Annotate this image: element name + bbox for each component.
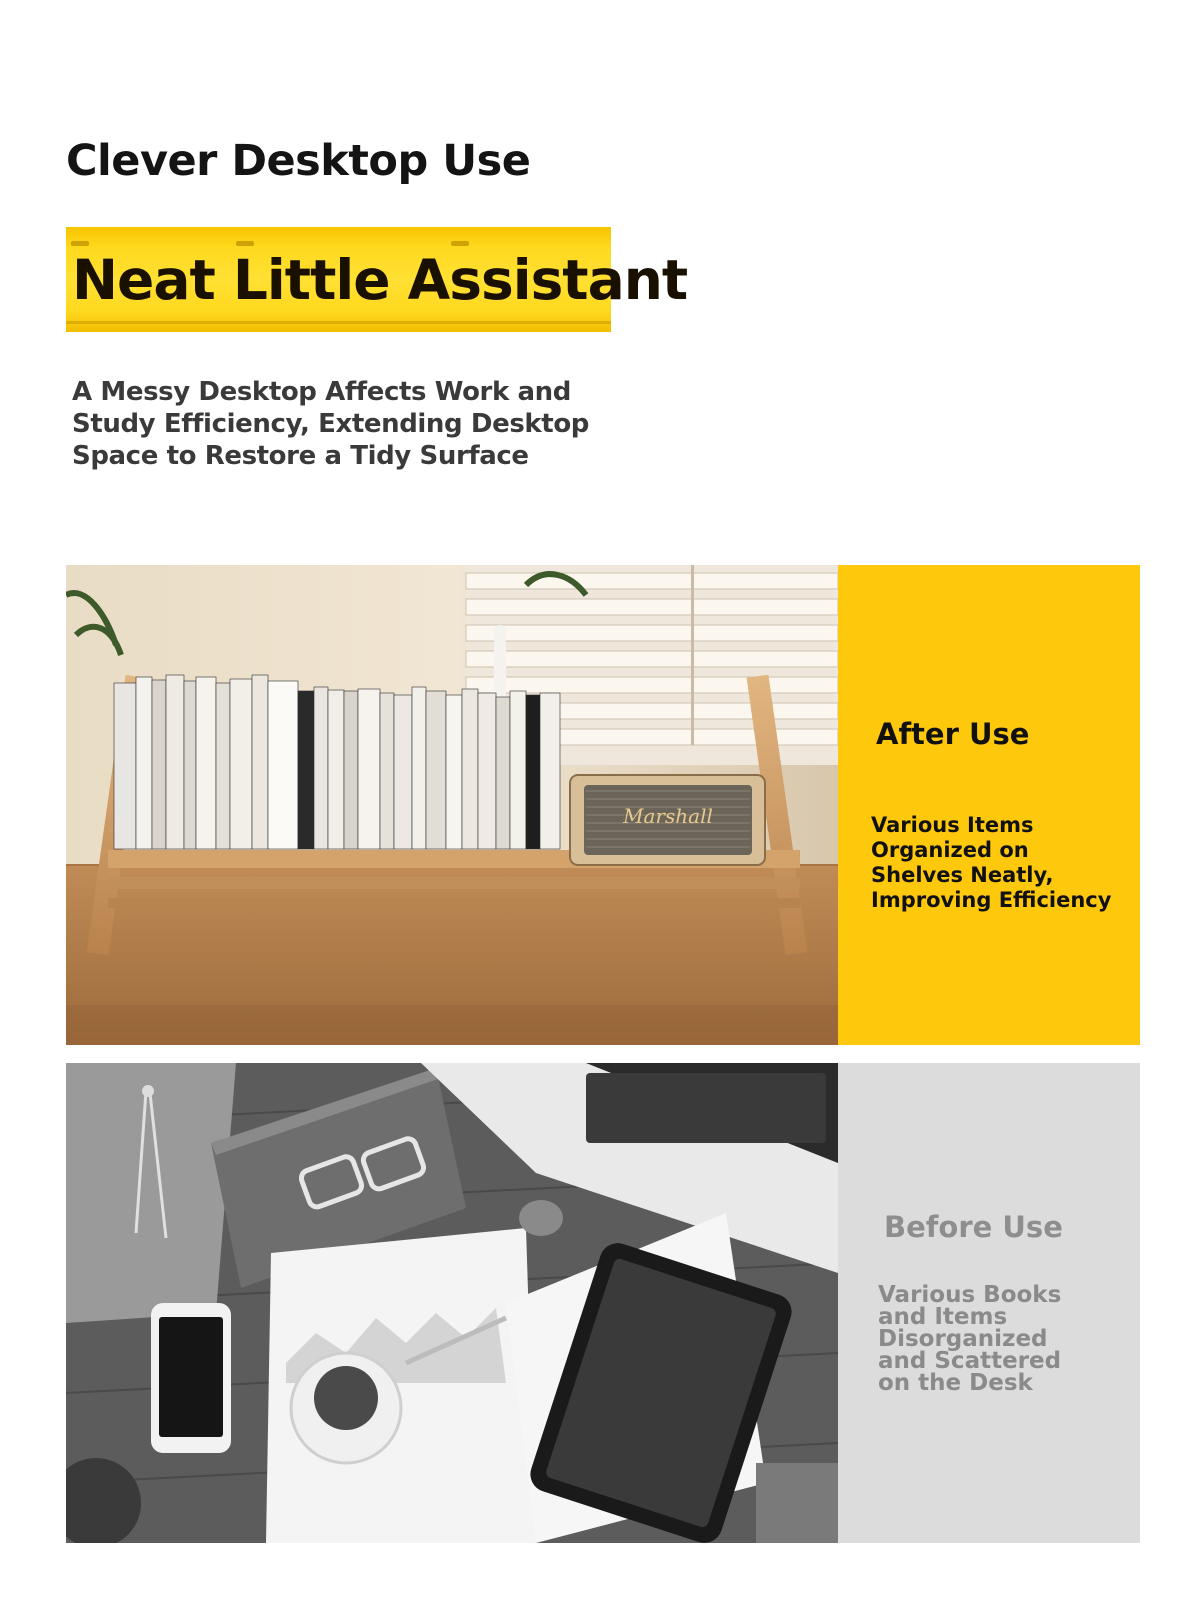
banner-pin [71, 241, 89, 246]
before-use-heading: Before Use [884, 1210, 1063, 1244]
before-use-photo [66, 1063, 838, 1543]
before-use-caption [838, 1063, 1140, 1543]
banner-pin [236, 241, 254, 246]
page-title: Clever Desktop Use [66, 136, 531, 186]
page-subtitle: A Messy Desktop Affects Work and Study Efficiency, Extending Desktop Space to Restore a Tidy Surface [72, 377, 589, 471]
before-use-description: Various Books and Items Disorganized and Scattered on the Desk [878, 1282, 1062, 1396]
title-banner [66, 227, 688, 332]
banner-edge [66, 321, 611, 324]
after-use-heading: After Use [876, 717, 1030, 751]
banner-pin [451, 241, 469, 246]
after-use-photo [66, 565, 838, 1045]
after-use-panel [66, 565, 1140, 1045]
speaker-logo: Marshall [623, 804, 713, 828]
before-use-panel [66, 1063, 1140, 1543]
after-use-caption [838, 565, 1140, 1045]
banner-title: Neat Little Assistant [72, 248, 688, 312]
after-use-description: Various Items Organized on Shelves Neatly, Improving Efficiency [871, 813, 1112, 912]
